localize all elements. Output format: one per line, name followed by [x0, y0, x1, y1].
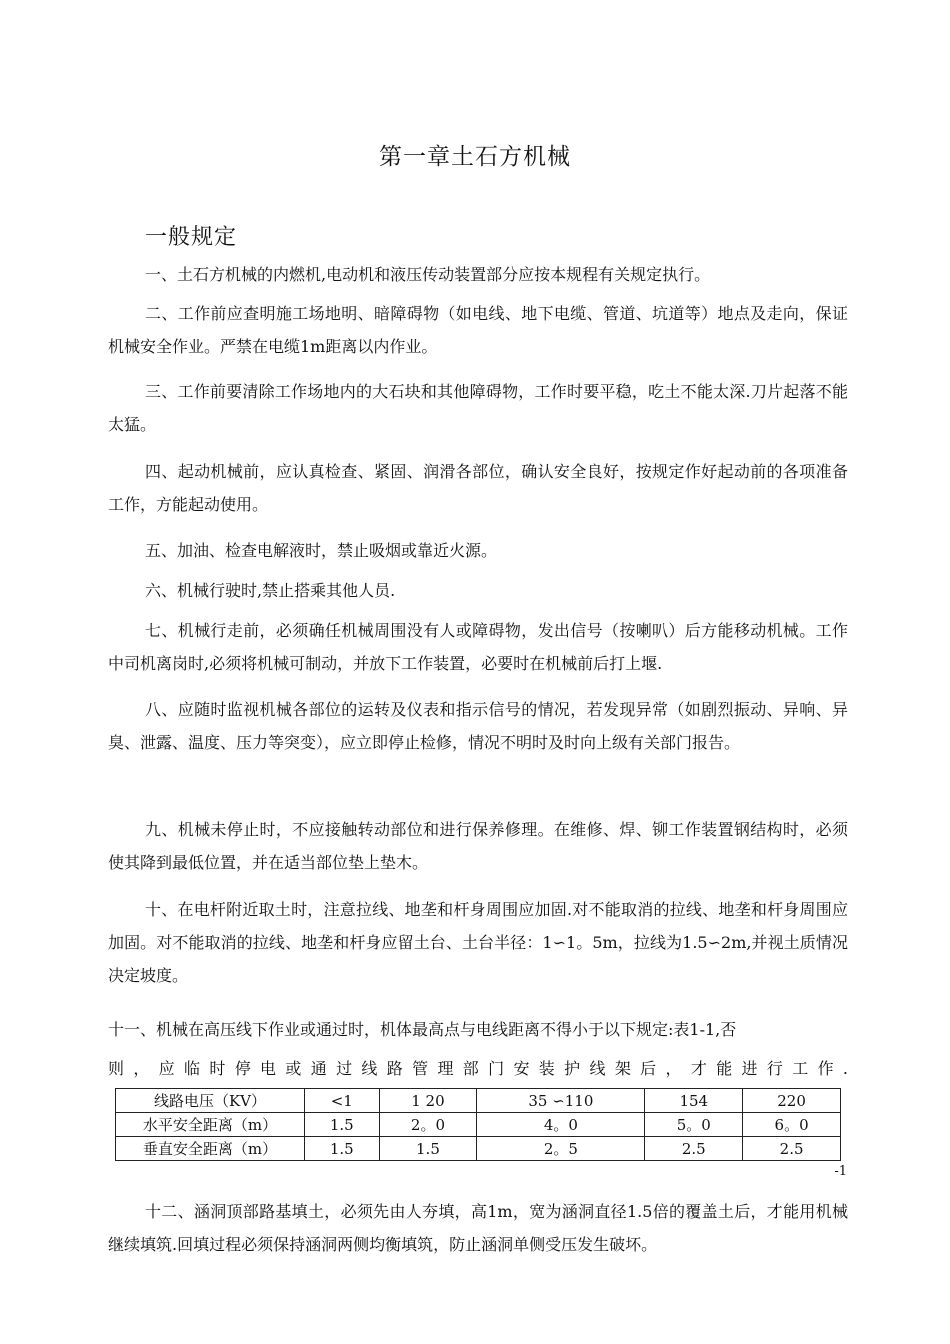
- paragraph-4: 四、起动机械前，应认真检查、紧固、润滑各部位，确认安全良好，按规定作好起动前的各项准备工作，方能起动使用。: [108, 462, 848, 514]
- table-cell: 2。0: [379, 1113, 477, 1137]
- table-cell: 1.5: [305, 1137, 380, 1161]
- paragraph-11-line2: 则，应临时停电或通过线路管理部门安装护线架后，才能进行工作.: [108, 1059, 848, 1078]
- table-cell: 1.5: [379, 1137, 477, 1161]
- section-heading: 一般规定: [145, 225, 238, 250]
- table-cell: 2.5: [645, 1137, 743, 1161]
- table-cell: 220: [743, 1089, 841, 1113]
- table-cell: 5。0: [645, 1113, 743, 1137]
- paragraph-5: 五、加油、检查电解液时，禁止吸烟或靠近火源。: [145, 541, 498, 560]
- table-cell: 2。5: [477, 1137, 645, 1161]
- table-cell: <1: [305, 1089, 380, 1113]
- paragraph-2: 二、工作前应查明施工场地明、暗障碍物（如电线、地下电缆、管道、坑道等）地点及走向，保证机械安全作业。严禁在电缆1m距离以内作业。: [108, 304, 848, 356]
- paragraph-12: 十二、涵洞顶部路基填土，必须先由人夯填，高1m，宽为涵洞直径1.5倍的覆盖土后，才能用机械继续填筑.回填过程必须保持涵洞两侧均衡填筑，防止涵洞单侧受压发生破坏。: [108, 1202, 848, 1254]
- paragraph-3: 三、工作前要清除工作场地内的大石块和其他障碍物，工作时要平稳，吃土不能太深.刀片起落不能太猛。: [108, 382, 848, 434]
- table-cell: 1.5: [305, 1113, 380, 1137]
- chapter-title: 第一章土石方机械: [379, 144, 571, 170]
- table-cell: 6。0: [743, 1113, 841, 1137]
- safe-distance-table: [115, 1088, 841, 1161]
- paragraph-11-line1: 十一、机械在高压线下作业或通过时，机体最高点与电线距离不得小于以下规定:表1-1,否: [108, 1020, 737, 1039]
- table-cell: 35 ∽110: [477, 1089, 645, 1113]
- table-cell: 垂直安全距离（m）: [116, 1137, 305, 1161]
- table-cell: 1 20: [379, 1089, 477, 1113]
- paragraph-8: 八、应随时监视机械各部位的运转及仪表和指示信号的情况，若发现异常（如剧烈振动、异响、异臭、泄露、温度、压力等突变），应立即停止检修，情况不明时及时向上级有关部门报告。: [108, 700, 848, 752]
- paragraph-1: 一、土石方机械的内燃机,电动机和液压传动装置部分应按本规程有关规定执行。: [145, 265, 711, 284]
- table-cell: 水平安全距离（m）: [116, 1113, 305, 1137]
- table-cell: 2.5: [743, 1137, 841, 1161]
- table-row: [116, 1137, 841, 1161]
- paragraph-7: 七、机械行走前，必须确任机械周围没有人或障碍物，发出信号（按喇叭）后方能移动机械。工作中司机离岗时,必须将机械可制动，并放下工作装置，必要时在机械前后打上堰.: [108, 621, 848, 673]
- table-header-row: [116, 1089, 841, 1113]
- paragraph-9: 九、机械未停止时，不应接触转动部位和进行保养修理。在维修、焊、铆工作装置钢结构时，必须使其降到最低位置，并在适当部位垫上垫木。: [108, 820, 848, 872]
- paragraph-6: 六、机械行驶时,禁止搭乘其他人员.: [145, 581, 396, 600]
- table-note: -1: [834, 1164, 847, 1179]
- table-row: [116, 1113, 841, 1137]
- table-cell: 154: [645, 1089, 743, 1113]
- table-cell: 4。0: [477, 1113, 645, 1137]
- table-cell: 线路电压（KV）: [116, 1089, 305, 1113]
- paragraph-10: 十、在电杆附近取土时，注意拉线、地垄和杆身周围应加固.对不能取消的拉线、地垄和杆身周围应加固。对不能取消的拉线、地垄和杆身应留土台、土台半径：1∽1。5m，拉线为1.5∽2m,并视土质情况决定坡度。: [108, 900, 848, 985]
